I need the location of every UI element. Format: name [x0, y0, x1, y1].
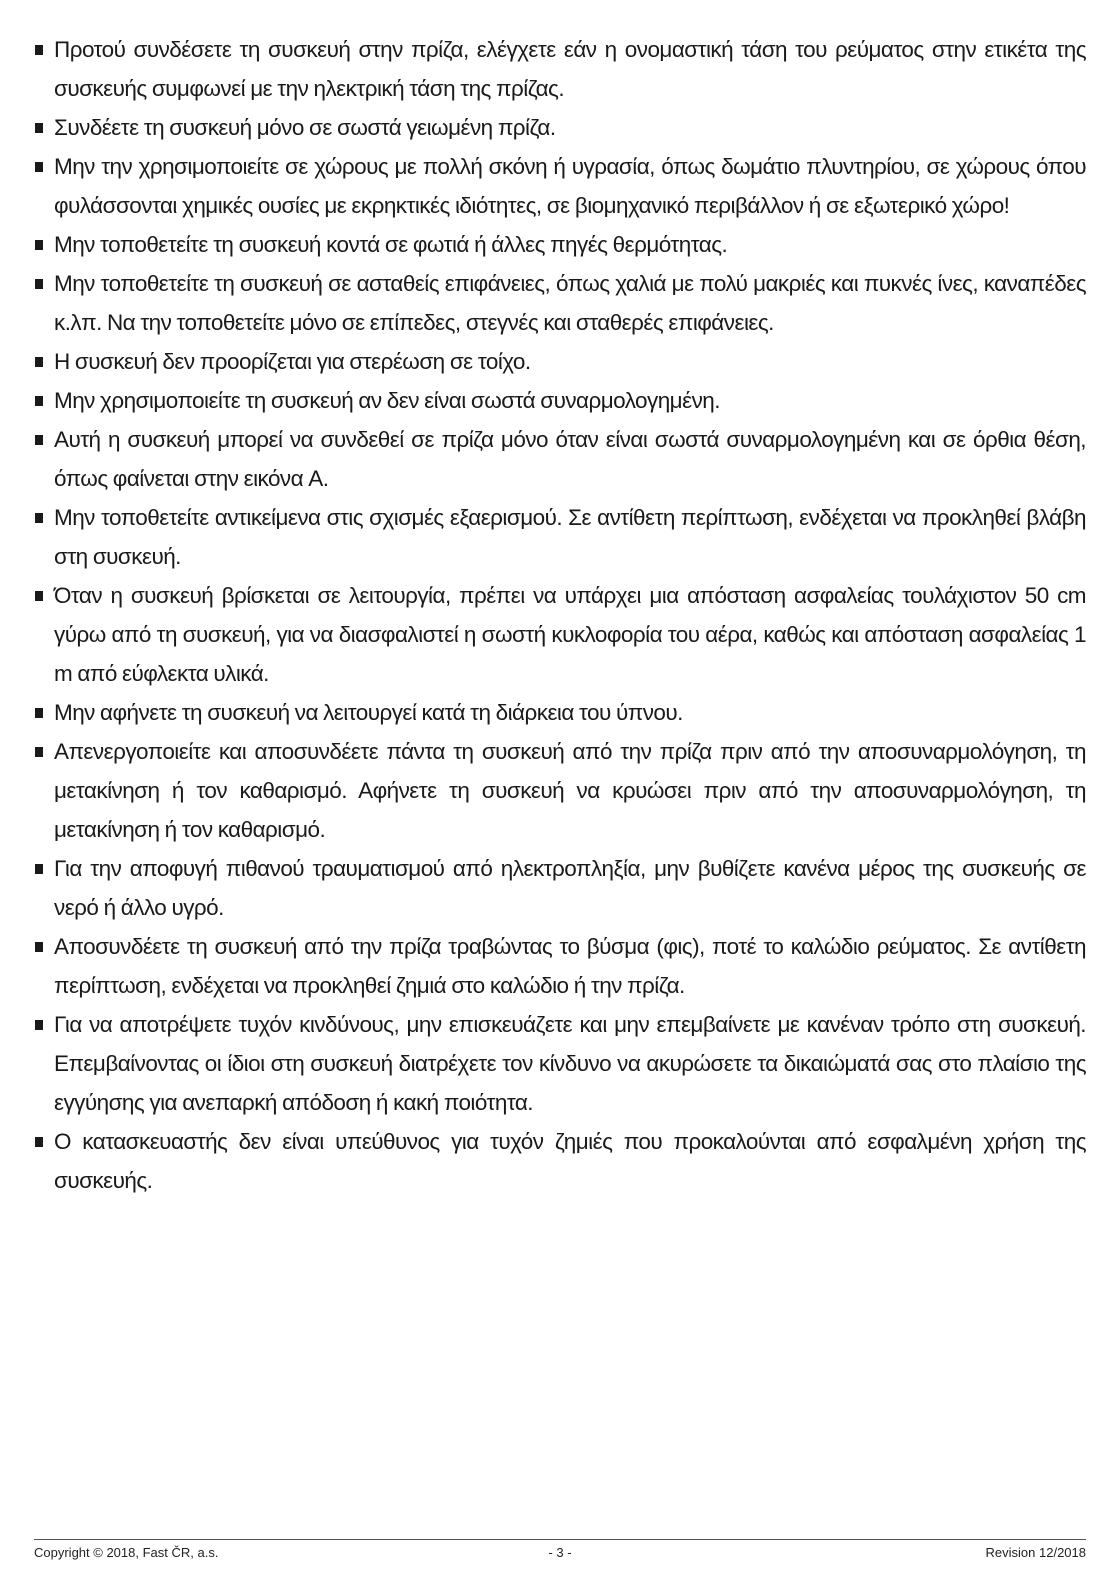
list-item	[34, 420, 1086, 498]
safety-instructions-list	[34, 30, 1086, 1200]
list-item-text: Για να αποτρέψετε τυχόν κινδύνους, μην επισκευάζετε και μην επεμβαίνετε με κανέναν τρόπο στη συσκευή. Επεμβαίνοντας οι ίδιοι στη συσκευή διατρέχετε τον κίνδυνο να ακυρώσετε τα δικαιώματά σας στο πλαίσιο της εγγύησης για ανεπαρκή απόδοση ή κακή ποιότητα.	[54, 1012, 1086, 1115]
list-item	[34, 732, 1086, 849]
list-item	[34, 927, 1086, 1005]
list-item	[34, 381, 1086, 420]
bullet-icon	[34, 498, 54, 537]
list-item	[34, 1122, 1086, 1200]
list-item-text: Μην την χρησιμοποιείτε σε χώρους με πολλή σκόνη ή υγρασία, όπως δωμάτιο πλυντηρίου, σε χώρους όπου φυλάσσονται χημικές ουσίες με εκρηκτικές ιδιότητες, σε βιομηχανικό περιβάλλον ή σε εξωτερικό χώρο!	[54, 154, 1086, 218]
bullet-icon	[34, 927, 54, 966]
bullet-icon	[34, 1005, 54, 1044]
list-item-text: Η συσκευή δεν προορίζεται για στερέωση σε τοίχο.	[54, 349, 531, 374]
list-item	[34, 849, 1086, 927]
list-item	[34, 147, 1086, 225]
list-item-text: Μην τοποθετείτε τη συσκευή κοντά σε φωτιά ή άλλες πηγές θερμότητας.	[54, 232, 728, 257]
list-item-text: Μην αφήνετε τη συσκευή να λειτουργεί κατά τη διάρκεια του ύπνου.	[54, 700, 683, 725]
bullet-icon	[34, 147, 54, 186]
list-item-text: Μην τοποθετείτε τη συσκευή σε ασταθείς επιφάνειες, όπως χαλιά με πολύ μακριές και πυκνές ίνες, καναπέδες κ.λπ. Να την τοποθετείτε μόνο σε επίπεδες, στεγνές και σταθερές επιφάνειες.	[54, 271, 1086, 335]
list-item	[34, 1005, 1086, 1122]
bullet-icon	[34, 30, 54, 69]
revision-text: Revision 12/2018	[985, 1545, 1086, 1560]
list-item	[34, 498, 1086, 576]
list-item-text: Συνδέετε τη συσκευή μόνο σε σωστά γειωμένη πρίζα.	[54, 115, 556, 140]
list-item-text: Για την αποφυγή πιθανού τραυματισμού από ηλεκτροπληξία, μην βυθίζετε κανένα μέρος της συσκευής σε νερό ή άλλο υγρό.	[54, 856, 1086, 920]
bullet-icon	[34, 693, 54, 732]
list-item-text: Προτού συνδέσετε τη συσκευή στην πρίζα, ελέγχετε εάν η ονομαστική τάση του ρεύματος στην ετικέτα της συσκευής συμφωνεί με την ηλεκτρική τάση της πρίζας.	[54, 37, 1086, 101]
page-footer	[34, 1545, 1086, 1567]
bullet-icon	[34, 420, 54, 459]
bullet-icon	[34, 108, 54, 147]
list-item-text: Αποσυνδέετε τη συσκευή από την πρίζα τραβώντας το βύσμα (φις), ποτέ το καλώδιο ρεύματος. Σε αντίθετη περίπτωση, ενδέχεται να προκληθεί ζημιά στο καλώδιο ή την πρίζα.	[54, 934, 1086, 998]
list-item	[34, 264, 1086, 342]
list-item	[34, 108, 1086, 147]
list-item	[34, 30, 1086, 108]
bullet-icon	[34, 381, 54, 420]
bullet-icon	[34, 732, 54, 771]
list-item	[34, 576, 1086, 693]
bullet-icon	[34, 1122, 54, 1161]
list-item-text: Ο κατασκευαστής δεν είναι υπεύθυνος για τυχόν ζημιές που προκαλούνται από εσφαλμένη χρήση της συσκευής.	[54, 1129, 1086, 1193]
list-item-text: Μην τοποθετείτε αντικείμενα στις σχισμές εξαερισμού. Σε αντίθετη περίπτωση, ενδέχεται να προκληθεί βλάβη στη συσκευή.	[54, 505, 1086, 569]
list-item-text: Αυτή η συσκευή μπορεί να συνδεθεί σε πρίζα μόνο όταν είναι σωστά συναρμολογημένη και σε όρθια θέση, όπως φαίνεται στην εικόνα A.	[54, 427, 1086, 491]
bullet-icon	[34, 342, 54, 381]
list-item-text: Απενεργοποιείτε και αποσυνδέετε πάντα τη συσκευή από την πρίζα πριν από την αποσυναρμολόγηση, τη μετακίνηση ή τον καθαρισμό. Αφήνετε τη συσκευή να κρυώσει πριν από την αποσυναρμολόγηση, τη μετακίνηση ή τον καθαρισμό.	[54, 739, 1086, 842]
footer-divider	[34, 1539, 1086, 1540]
bullet-icon	[34, 264, 54, 303]
bullet-icon	[34, 576, 54, 615]
list-item-text: Όταν η συσκευή βρίσκεται σε λειτουργία, πρέπει να υπάρχει μια απόσταση ασφαλείας τουλάχιστον 50 cm γύρω από τη συσκευή, για να διασφαλιστεί η σωστή κυκλοφορία του αέρα, καθώς και απόσταση ασφαλείας 1 m από εύφλεκτα υλικά.	[54, 583, 1086, 686]
bullet-icon	[34, 849, 54, 888]
list-item	[34, 225, 1086, 264]
page-number: - 3 -	[548, 1545, 572, 1560]
copyright-text: Copyright © 2018, Fast ČR, a.s.	[34, 1545, 219, 1560]
list-item	[34, 693, 1086, 732]
list-item-text: Μην χρησιμοποιείτε τη συσκευή αν δεν είναι σωστά συναρμολογημένη.	[54, 388, 720, 413]
list-item	[34, 342, 1086, 381]
bullet-icon	[34, 225, 54, 264]
